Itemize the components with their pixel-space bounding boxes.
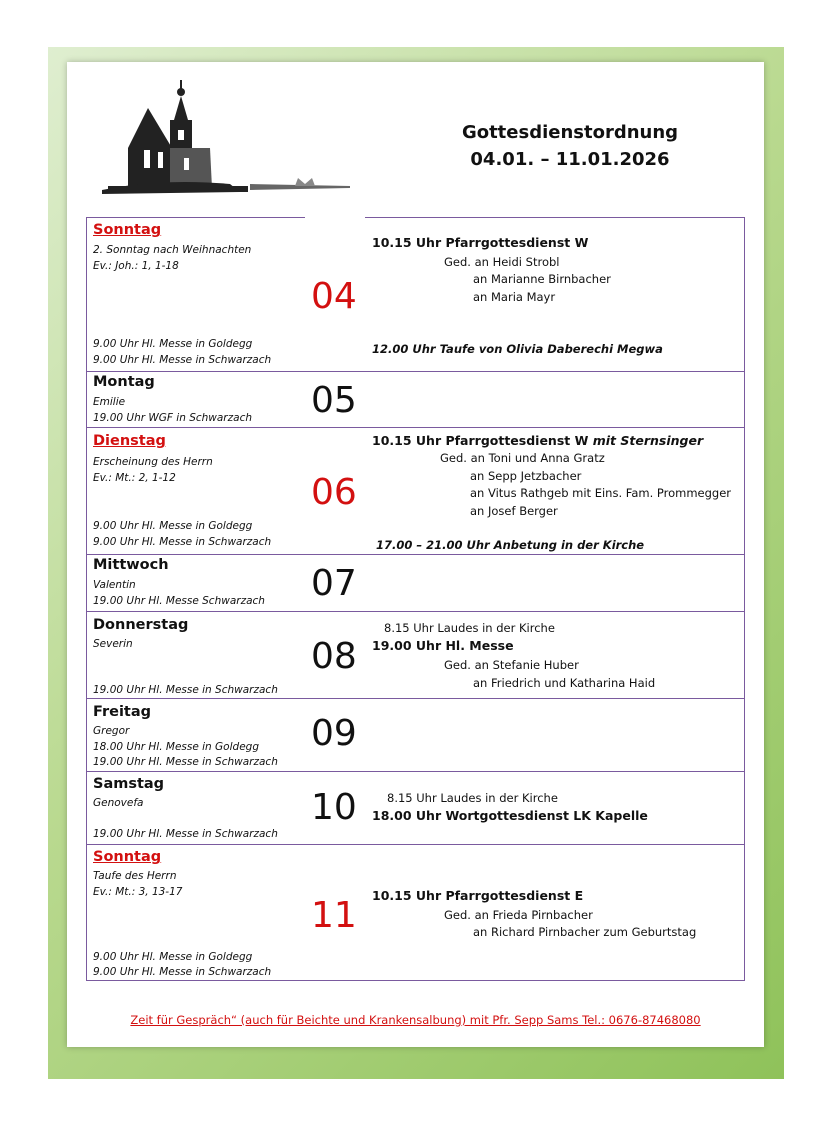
- event-laudes: 8.15 Uhr Laudes in der Kirche: [387, 791, 558, 805]
- event-note: mit Sternsinger: [592, 433, 704, 448]
- event-main: 19.00 Uhr Hl. Messe: [372, 638, 514, 653]
- day-number: 07: [311, 563, 357, 604]
- table-top-gap-mask: [305, 216, 365, 218]
- event-baptism: 12.00 Uhr Taufe von Olivia Daberechi Megwa: [372, 342, 663, 356]
- schedule-row-07: [87, 555, 744, 612]
- event-laudes: 8.15 Uhr Laudes in der Kirche: [384, 621, 555, 635]
- mass-time: 9.00 Uhr Hl. Messe in Goldegg: [93, 520, 253, 532]
- event-dedication: Ged. an Stefanie Huber: [444, 658, 579, 672]
- event-column-divider: [365, 218, 366, 372]
- church-illustration: [100, 78, 350, 220]
- day-info: Severin: [93, 638, 133, 650]
- day-number: 04: [311, 276, 357, 317]
- day-name: Freitag: [93, 704, 152, 720]
- event-dedication: Ged. an Toni und Anna Gratz: [440, 451, 605, 465]
- day-number: 09: [311, 713, 357, 754]
- event-main-text: 10.15 Uhr Pfarrgottesdienst W: [372, 433, 589, 448]
- schedule-row-05: [87, 371, 744, 428]
- day-info: Ev.: Joh.: 1, 1-18: [93, 260, 179, 272]
- day-name: Montag: [93, 374, 155, 390]
- day-info: Erscheinung des Herrn: [93, 456, 213, 468]
- schedule-table: [86, 217, 745, 981]
- event-dedication: an Richard Pirnbacher zum Geburtstag: [473, 925, 697, 939]
- day-number: 10: [311, 787, 357, 828]
- schedule-row-10: [87, 772, 744, 845]
- event-adoration: 17.00 – 21.00 Uhr Anbetung in der Kirche: [376, 538, 645, 552]
- mass-time: 19.00 Uhr Hl. Messe in Schwarzach: [93, 684, 278, 696]
- event-dedication: an Friedrich und Katharina Haid: [473, 676, 656, 690]
- day-info: Taufe des Herrn: [93, 870, 177, 882]
- event-dedication: an Vitus Rathgeb mit Eins. Fam. Prommegger: [470, 486, 732, 500]
- mass-time: 9.00 Uhr Hl. Messe in Schwarzach: [93, 966, 272, 978]
- day-info: Genovefa: [93, 797, 144, 809]
- day-info: Ev.: Mt.: 2, 1-12: [93, 472, 176, 484]
- mass-time: 9.00 Uhr Hl. Messe in Goldegg: [93, 951, 253, 963]
- mass-time: 19.00 Uhr WGF in Schwarzach: [93, 412, 253, 424]
- event-main: 10.15 Uhr Pfarrgottesdienst W: [372, 235, 589, 250]
- mass-time: 9.00 Uhr Hl. Messe in Schwarzach: [93, 536, 272, 548]
- event-dedication: Ged. an Frieda Pirnbacher: [444, 908, 593, 922]
- day-info: Valentin: [93, 579, 136, 591]
- mass-time: 18.00 Uhr Hl. Messe in Goldegg: [93, 741, 259, 753]
- schedule-row-04: [87, 218, 744, 372]
- event-dedication: an Sepp Jetzbacher: [470, 469, 582, 483]
- day-name: Sonntag: [93, 222, 162, 238]
- footer-contact: Zeit für Gespräch“ (auch für Beichte und Krankensalbung) mit Pfr. Sepp Sams Tel.: 0676-87468080: [130, 1013, 701, 1027]
- schedule-row-11: [87, 845, 744, 982]
- day-name: Sonntag: [93, 849, 162, 865]
- event-dedication: an Maria Mayr: [473, 290, 556, 304]
- mass-time: 9.00 Uhr Hl. Messe in Goldegg: [93, 338, 253, 350]
- day-info: Ev.: Mt.: 3, 13-17: [93, 886, 183, 898]
- day-info: Gregor: [93, 725, 130, 737]
- event-dedication: Ged. an Heidi Strobl: [444, 255, 560, 269]
- event-dedication: an Josef Berger: [470, 504, 558, 518]
- mass-time: 19.00 Uhr Hl. Messe in Schwarzach: [93, 756, 278, 768]
- event-main: 18.00 Uhr Wortgottesdienst LK Kapelle: [372, 808, 648, 823]
- day-number: 08: [311, 636, 357, 677]
- schedule-row-06: [87, 428, 744, 555]
- mass-time: 19.00 Uhr Hl. Messe in Schwarzach: [93, 828, 278, 840]
- day-name: Dienstag: [93, 433, 166, 449]
- mass-time: 9.00 Uhr Hl. Messe in Schwarzach: [93, 354, 272, 366]
- day-name: Donnerstag: [93, 617, 189, 633]
- event-main: [372, 433, 703, 448]
- day-name: Samstag: [93, 776, 165, 792]
- schedule-row-09: [87, 699, 744, 772]
- day-number: 11: [311, 895, 357, 936]
- day-name: Mittwoch: [93, 557, 169, 573]
- page-title: [440, 119, 700, 173]
- day-number: 06: [311, 472, 357, 513]
- mass-time: 19.00 Uhr Hl. Messe Schwarzach: [93, 595, 265, 607]
- schedule-row-08: [87, 612, 744, 699]
- title-line-1: Gottesdienstordnung: [461, 122, 679, 143]
- event-dedication: an Marianne Birnbacher: [473, 272, 611, 286]
- event-main: 10.15 Uhr Pfarrgottesdienst E: [372, 888, 584, 903]
- day-number: 05: [311, 380, 357, 421]
- title-line-2: 04.01. – 11.01.2026: [470, 149, 670, 170]
- day-info: Emilie: [93, 396, 126, 408]
- day-info: 2. Sonntag nach Weihnachten: [93, 244, 252, 256]
